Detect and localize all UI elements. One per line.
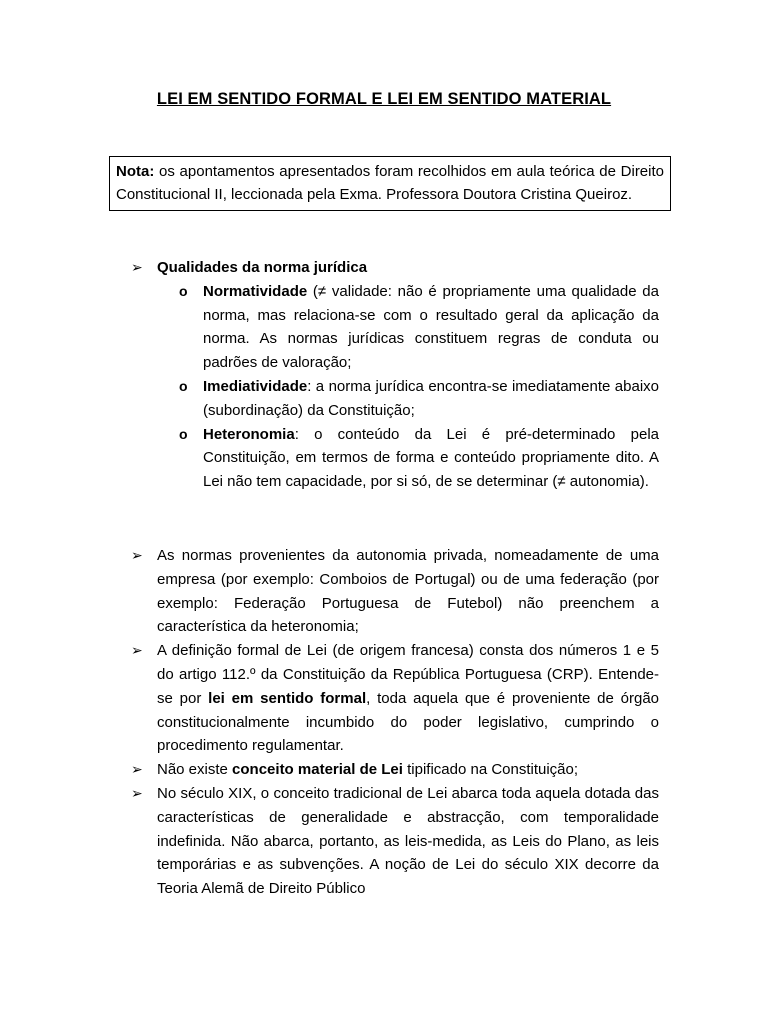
term: Heteronomia [203,425,295,443]
note-text: os apontamentos apresentados foram recolhidos em aula teórica de Direito Constitucional II, leccionada pela Exma. Professora Doutora Cristina Queiroz. [116,163,664,203]
note-box [109,156,671,211]
paragraph-text: tipificado na Constituição; [402,761,579,779]
emphasis-text: lei em sentido formal [208,689,367,707]
arrow-bullet-icon: ➢ [131,547,143,563]
circle-bullet-icon: o [179,377,188,394]
list-item [131,639,659,758]
emphasis-text: conceito material de Lei [232,761,403,779]
arrow-bullet-icon: ➢ [131,784,143,801]
sub-list-item [157,375,659,423]
sub-list-item [157,280,659,375]
sub-list [131,280,659,494]
list-item [131,544,659,639]
term-description: : o conteúdo da Lei é pré-determinado pela Constituição, em termos de forma e conteúdo propriamente dito. A Lei não tem capacidade, por si só, de se determinar (≠ autonomia). [203,425,659,491]
list-item [131,758,659,782]
paragraph-text: No século XIX, o conceito tradicional de Lei abarca toda aquela dotada das características de generalidade e abstracção, com temporalidade indefinida. Não abarca, portanto, as leis-medida, as Leis do Plano, as leis temporárias e as subvenções. A noção de Lei do século XIX decorre da Teoria Alemã de Direito Público [157,784,659,898]
term: Imediatividade [203,377,308,395]
arrow-bullet-icon: ➢ [131,761,143,778]
list-item [131,782,659,901]
qualities-section [131,256,659,494]
paragraphs-section [131,544,659,901]
section-heading: Qualidades da norma jurídica [157,259,368,276]
paragraph-text: Não existe [157,761,233,779]
paragraph-text: A definição formal de Lei (de origem francesa) consta dos números 1 e 5 do artigo 112.º da Constituição da República Portuguesa (CRP). Entende-se por [157,642,659,707]
document-title: LEI EM SENTIDO FORMAL E LEI EM SENTIDO MATERIAL [156,90,612,108]
term-description: : a norma jurídica encontra-se imediatamente abaixo (subordinação) da Constituição; [203,377,659,419]
paragraph-text: , toda aquela que é proveniente de órgão constitucionalmente incumbido do poder legislativo, cumprindo o procedimento regulamentar. [157,689,660,755]
note-label: Nota: [116,163,155,180]
arrow-bullet-icon: ➢ [131,259,143,275]
arrow-bullet-icon: ➢ [131,642,143,659]
circle-bullet-icon: o [179,425,188,442]
sub-list-item [157,423,659,494]
term: Normatividade [203,282,308,300]
term-description: (≠ validade: não é propriamente uma qualidade da norma, mas relaciona-se com o resultado geral da aplicação da norma. As normas jurídicas constituem regras de conduta ou padrões de valoração; [203,282,659,372]
circle-bullet-icon: o [179,282,188,299]
list-item [131,256,659,280]
paragraph-text: As normas provenientes da autonomia privada, nomeadamente de uma empresa (por exemplo: Comboios de Portugal) ou de uma federação (por exemplo: Federação Portuguesa de Futebol) não preenchem a característica da heteronomia; [157,547,659,636]
